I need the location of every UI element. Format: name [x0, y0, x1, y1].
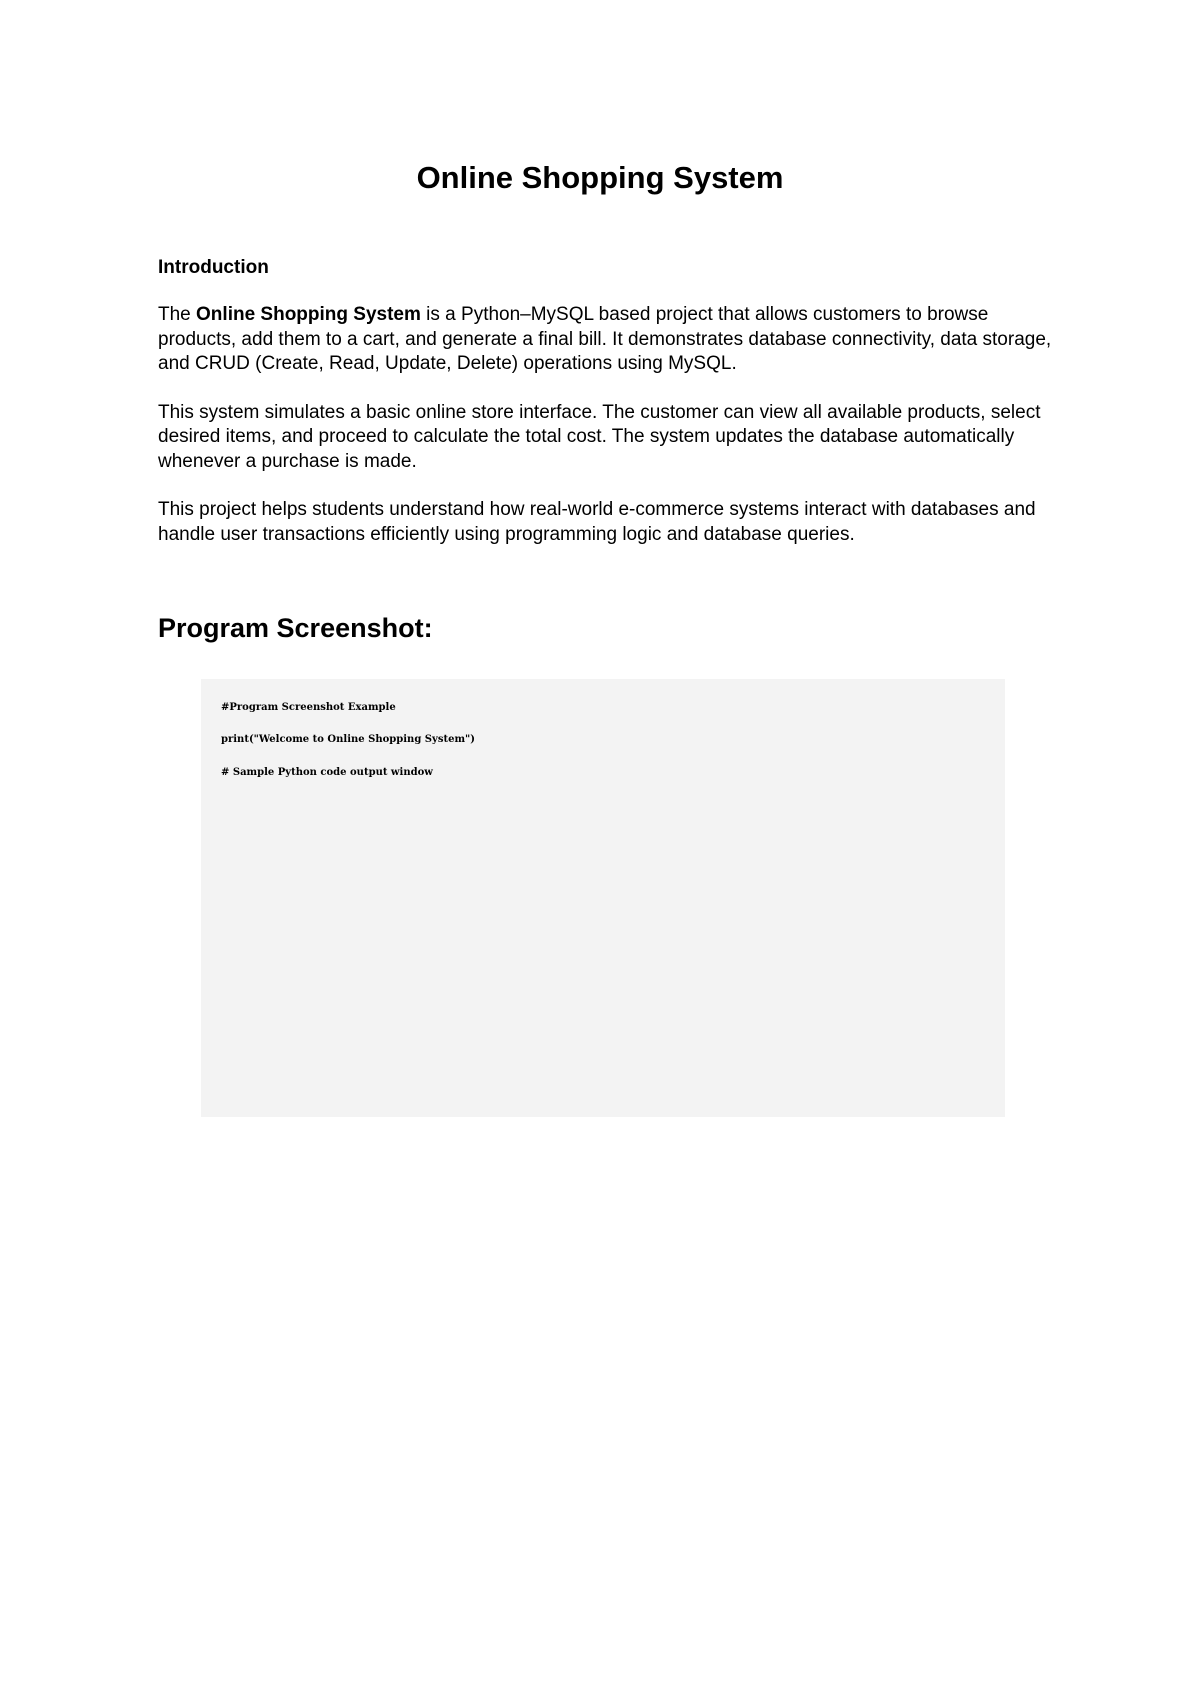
- code-line-print: print("Welcome to Online Shopping System"): [221, 734, 475, 745]
- intro-paragraph: [158, 303, 1058, 377]
- document-title: Online Shopping System: [416, 160, 784, 195]
- intro-rest: is a Python–MySQL based project that allows customers to browse products, add them to a cart, and generate a final bill. It demonstrates database connectivity, data storage, and CRUD (Create, Read, Update, Delete) operations using MySQL.: [158, 304, 1052, 374]
- introduction-heading: Introduction: [158, 257, 269, 278]
- intro-bold-term: Online Shopping System: [196, 304, 421, 325]
- learning-paragraph: This project helps students understand how real-world e-commerce systems interact with databases and handle user transactions efficiently using programming logic and database queries.: [158, 499, 1036, 545]
- system-description-paragraph: This system simulates a basic online store interface. The customer can view all available products, select desired items, and proceed to calculate the total cost. The system updates the database automatically whenever a purchase is made.: [158, 401, 1041, 472]
- code-line-output-comment: # Sample Python code output window: [221, 767, 433, 778]
- document-body: [158, 255, 1058, 645]
- screenshot-heading: Program Screenshot:: [158, 613, 433, 643]
- program-screenshot-box: [201, 679, 1005, 1117]
- intro-prefix: The: [158, 304, 197, 325]
- code-line-comment: #Program Screenshot Example: [221, 702, 396, 713]
